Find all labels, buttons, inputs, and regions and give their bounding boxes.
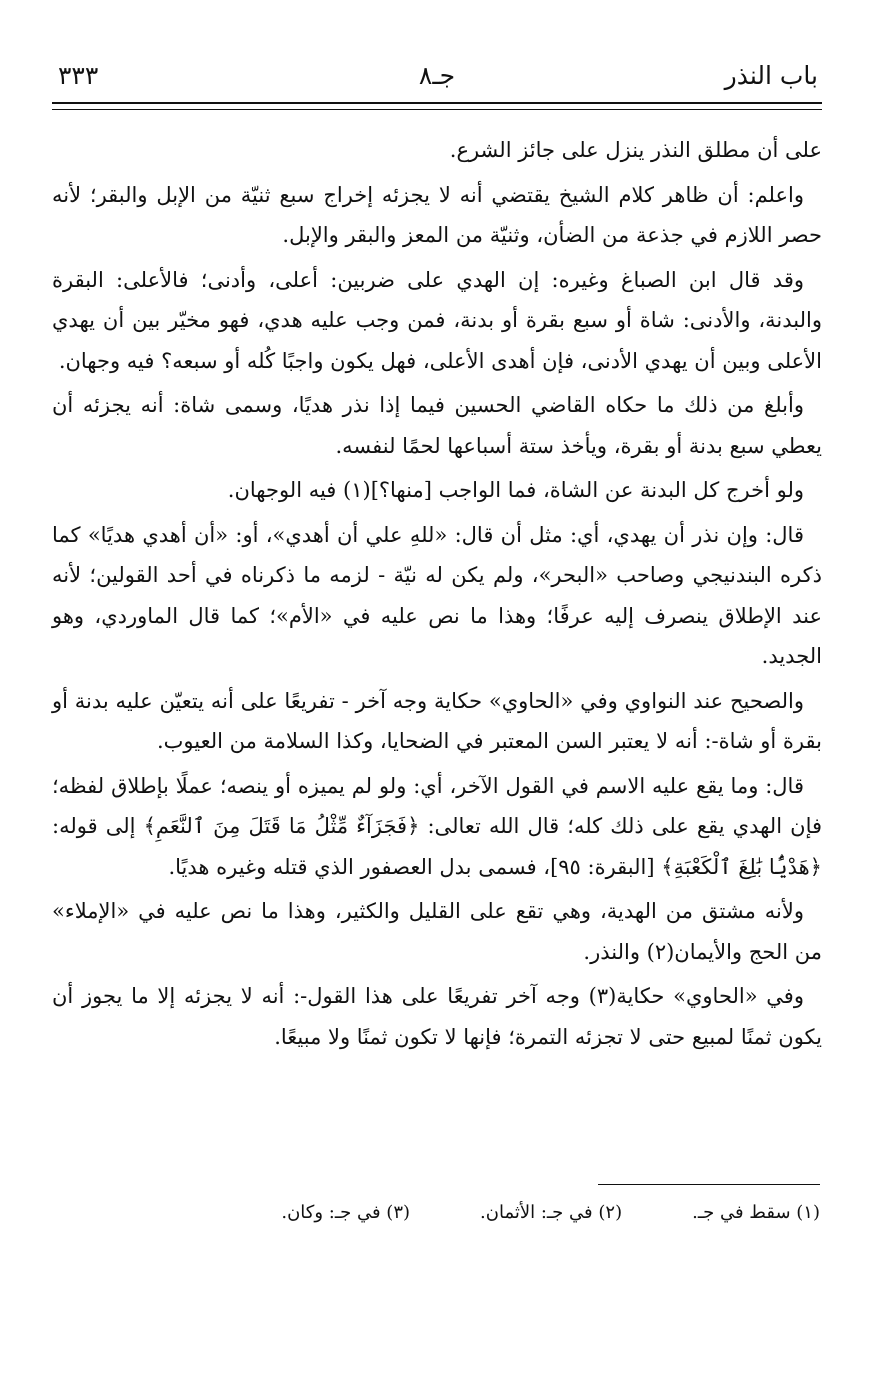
main-text (52, 130, 822, 1057)
footnote-item: (٣) في جـ: وكان. (281, 1202, 411, 1223)
running-head (52, 56, 822, 96)
paragraph: ولأنه مشتق من الهدية، وهي تقع على القليل والكثير، وهذا ما نص عليه في «الإملاء» من الحج والأيمان(٢) والنذر. (52, 899, 822, 964)
paragraph: والصحيح عند النواوي وفي «الحاوي» حكاية وجه آخر - تفريعًا على أنه يتعيّن عليه بدنة أو بقرة أو شاة-: أنه لا يعتبر السن المعتبر في الضحايا، وكذا السلامة من العيوب. (52, 688, 822, 753)
page-number: ٣٣٣ (58, 61, 99, 90)
paragraph: وقد قال ابن الصباغ وغيره: إن الهدي على ضربين: أعلى، وأدنى؛ فالأعلى: البقرة والبدنة، والأدنى: شاة أو سبع بقرة أو بدنة، فمن وجب عليه هدي، فهو مخيّر بين أن يهدي الأعلى وبين أن يهدي الأدنى، فإن أهدى الأعلى، فهل يكون واجبًا كُله أو سبعه؟ فيه وجهان. (52, 267, 822, 373)
paragraph: واعلم: أن ظاهر كلام الشيخ يقتضي أنه لا يجزئه إخراج سبع ثنيّة من الإبل والبقر؛ لأنه حصر اللازم في جذعة من الضأن، وثنيّة من المعز والبقر والإبل. (52, 182, 822, 247)
footnote-rule (598, 1184, 820, 1185)
chapter-title: باب النذر (724, 61, 818, 90)
book-page (52, 56, 822, 1356)
paragraph: على أن مطلق النذر ينزل على جائز الشرع. (449, 138, 822, 162)
volume-label: جـ٨ (418, 61, 456, 90)
paragraph: ولو أخرج كل البدنة عن الشاة، فما الواجب [منها؟](١) فيه الوجهان. (227, 478, 804, 502)
header-rule (52, 102, 822, 110)
footnote-item: (٢) في جـ: الأثمان. (480, 1202, 623, 1223)
footnote-item: (١) سقط في جـ. (692, 1202, 820, 1223)
paragraph: قال: وما يقع عليه الاسم في القول الآخر، أي: ولو لم يميزه أو ينصه؛ عملًا بإطلاق لفظه؛ فإن الهدي يقع على ذلك كله؛ قال الله تعالى: ﴿فَجَزَآءٌ مِّثْلُ مَا قَتَلَ مِنَ ٱلنَّعَمِ﴾ إلى قوله: ﴿هَدْيًۢا بَٰلِغَ ٱلْكَعْبَةِ﴾ [البقرة: ٩٥]، فسمى بدل العصفور الذي قتله وغيره هديًا. (52, 773, 822, 879)
paragraph: وأبلغ من ذلك ما حكاه القاضي الحسين فيما إذا نذر هديًا، وسمى شاة: أنه يجزئه أن يعطي سبع بدنة أو بقرة، ويأخذ ستة أسباعها لحمًا لنفسه. (52, 393, 822, 458)
paragraph: قال: وإن نذر أن يهدي، أي: مثل أن قال: «للهِ علي أن أهدي»، أو: «أن أهدي هديًا» كما ذكره البندنيجي وصاحب «البحر»، ولم يكن له نيّة - لزمه ما ذكرناه في أحد القولين؛ لأنه عند الإطلاق ينصرف إليه عرفًا؛ وهذا ما نص عليه في «الأم»؛ كما قال الماوردي، وهو الجديد. (52, 522, 822, 668)
footnotes (60, 1198, 820, 1228)
paragraph: وفي «الحاوي» حكاية(٣) وجه آخر تفريعًا على هذا القول-: أنه لا يجزئه إلا ما يجوز أن يكون ثمنًا لمبيع حتى لا تجزئه التمرة؛ فإنها لا تكون ثمنًا ولا مبيعًا. (52, 984, 822, 1049)
